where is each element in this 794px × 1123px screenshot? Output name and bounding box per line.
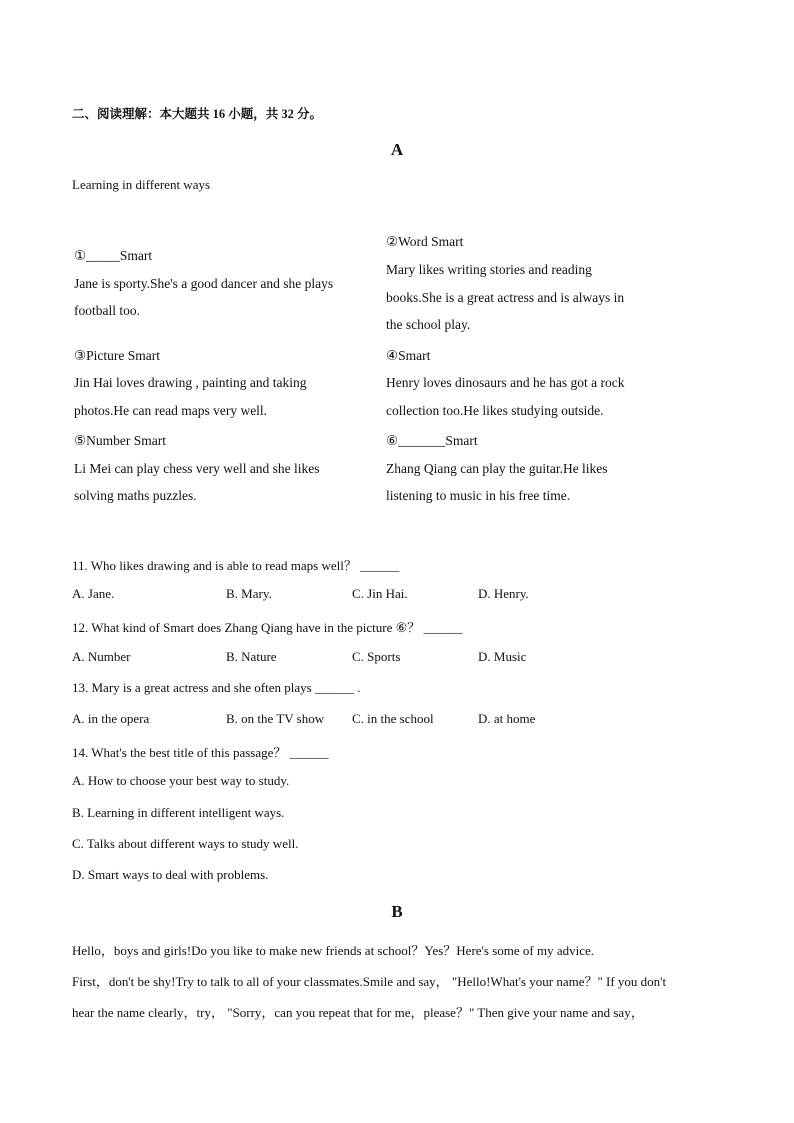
cell-3-heading: ③Picture Smart <box>74 348 160 363</box>
cell-4-line: collection too.He likes studying outside. <box>386 403 604 418</box>
cell-4-line: Henry loves dinosaurs and he has got a rock <box>386 375 625 390</box>
passage-line: Hello，boys and girls!Do you like to make new friends at school？Yes？Here's some of my advice. <box>72 943 595 958</box>
cell-1-line: football too. <box>74 303 140 318</box>
cell-3-line: photos.He can read maps very well. <box>74 403 268 418</box>
cell-2-line: Mary likes writing stories and reading <box>386 262 592 277</box>
cell-2-heading: ②Word Smart <box>386 234 464 249</box>
cell-6-line: listening to music in his free time. <box>386 488 571 503</box>
option: A. Number <box>72 649 131 664</box>
option: B. Learning in different intelligent ways. <box>72 805 285 820</box>
cell-5-line: solving maths puzzles. <box>74 488 197 503</box>
passage-line: First，don't be shy!Try to talk to all of your classmates.Smile and say， "Hello!What's your name？" If you don't <box>72 974 667 989</box>
cell-6-line: Zhang Qiang can play the guitar.He likes <box>386 461 608 476</box>
cell-3-line: Jin Hai loves drawing , painting and taking <box>74 375 307 390</box>
option: D. at home <box>478 711 536 726</box>
option: A. How to choose your best way to study. <box>72 773 290 788</box>
option: C. in the school <box>352 711 434 726</box>
part-b-title: B <box>391 902 403 921</box>
option: B. Mary. <box>226 586 272 601</box>
section-header: 二、阅读理解：本大题共 16 小题，共 32 分。 <box>72 107 323 121</box>
option: C. Sports <box>352 649 401 664</box>
option: C. Jin Hai. <box>352 586 408 601</box>
option: D. Music <box>478 649 527 664</box>
cell-5-heading: ⑤Number Smart <box>74 433 166 448</box>
option: D. Henry. <box>478 586 529 601</box>
option: C. Talks about different ways to study well. <box>72 836 299 851</box>
option: D. Smart ways to deal with problems. <box>72 867 269 882</box>
cell-2-line: the school play. <box>386 317 471 332</box>
option: A. Jane. <box>72 586 115 601</box>
cell-2-line: books.She is a great actress and is always in <box>386 290 625 305</box>
cell-4-heading: ④Smart <box>386 348 431 363</box>
cell-1-heading: ①_____Smart <box>74 248 153 263</box>
option: B. on the TV show <box>226 711 325 726</box>
question-13: 13. Mary is a great actress and she often plays ______ . <box>72 680 361 695</box>
passage-subtitle: Learning in different ways <box>72 177 211 192</box>
option: A. in the opera <box>72 711 150 726</box>
question-11: 11. Who likes drawing and is able to read maps well？ ______ <box>72 558 400 573</box>
question-14: 14. What's the best title of this passage？ ______ <box>72 745 329 760</box>
passage-line: hear the name clearly，try， "Sorry，can you repeat that for me，please？" Then give your name and say， <box>72 1005 644 1020</box>
cell-5-line: Li Mei can play chess very well and she likes <box>74 461 320 476</box>
part-a-title: A <box>390 140 404 159</box>
cell-6-heading: ⑥_______Smart <box>386 433 478 448</box>
cell-1-line: Jane is sporty.She's a good dancer and she plays <box>74 276 334 291</box>
question-12: 12. What kind of Smart does Zhang Qiang have in the picture ⑥？ ______ <box>72 620 463 635</box>
option: B. Nature <box>226 649 277 664</box>
